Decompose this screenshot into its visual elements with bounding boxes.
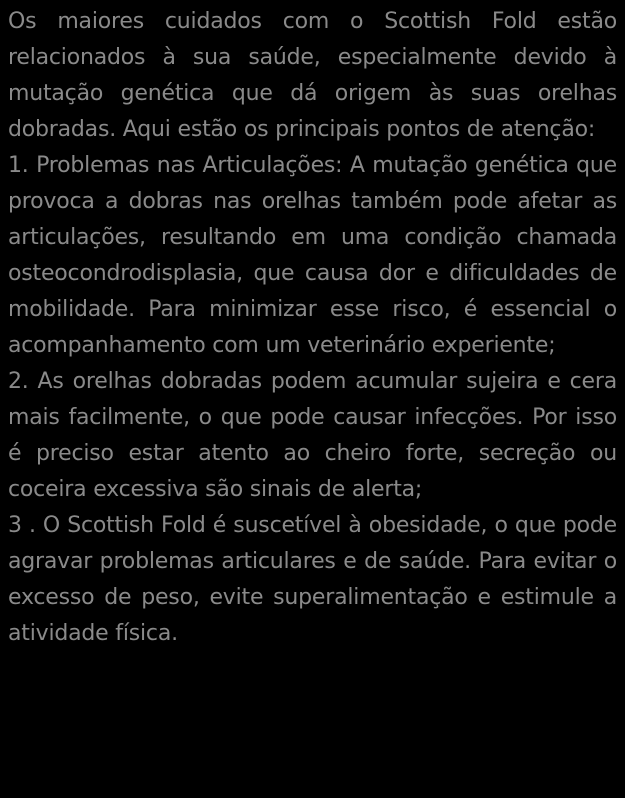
intro-paragraph: Os maiores cuidados com o Scottish Fold estão relacionados à sua saúde, especialmente devido à mutação genética que dá origem às suas orelhas dobradas. Aqui estão os principais pontos de atenção: (8, 9, 617, 142)
point-3-obesity: 3 . O Scottish Fold é suscetível à obesidade, o que pode agravar problemas articulares e de saúde. Para evitar o excesso de peso, evite superalimentação e estimule a atividade física. (8, 513, 617, 646)
point-1-joints: 1. Problemas nas Articulações: A mutação genética que provoca a dobras nas orelhas também pode afetar as articulações, resultando em uma condição chamada osteocondrodisplasia, que causa dor e dificuldades de mobilidade. Para minimizar esse risco, é essencial o acompanhamento com um veterinário experiente; (8, 153, 617, 358)
point-2-ears: 2. As orelhas dobradas podem acumular sujeira e cera mais facilmente, o que pode causar infecções. Por isso é preciso estar atento ao cheiro forte, secreção ou coceira excessiva são sinais de alerta; (8, 369, 617, 502)
